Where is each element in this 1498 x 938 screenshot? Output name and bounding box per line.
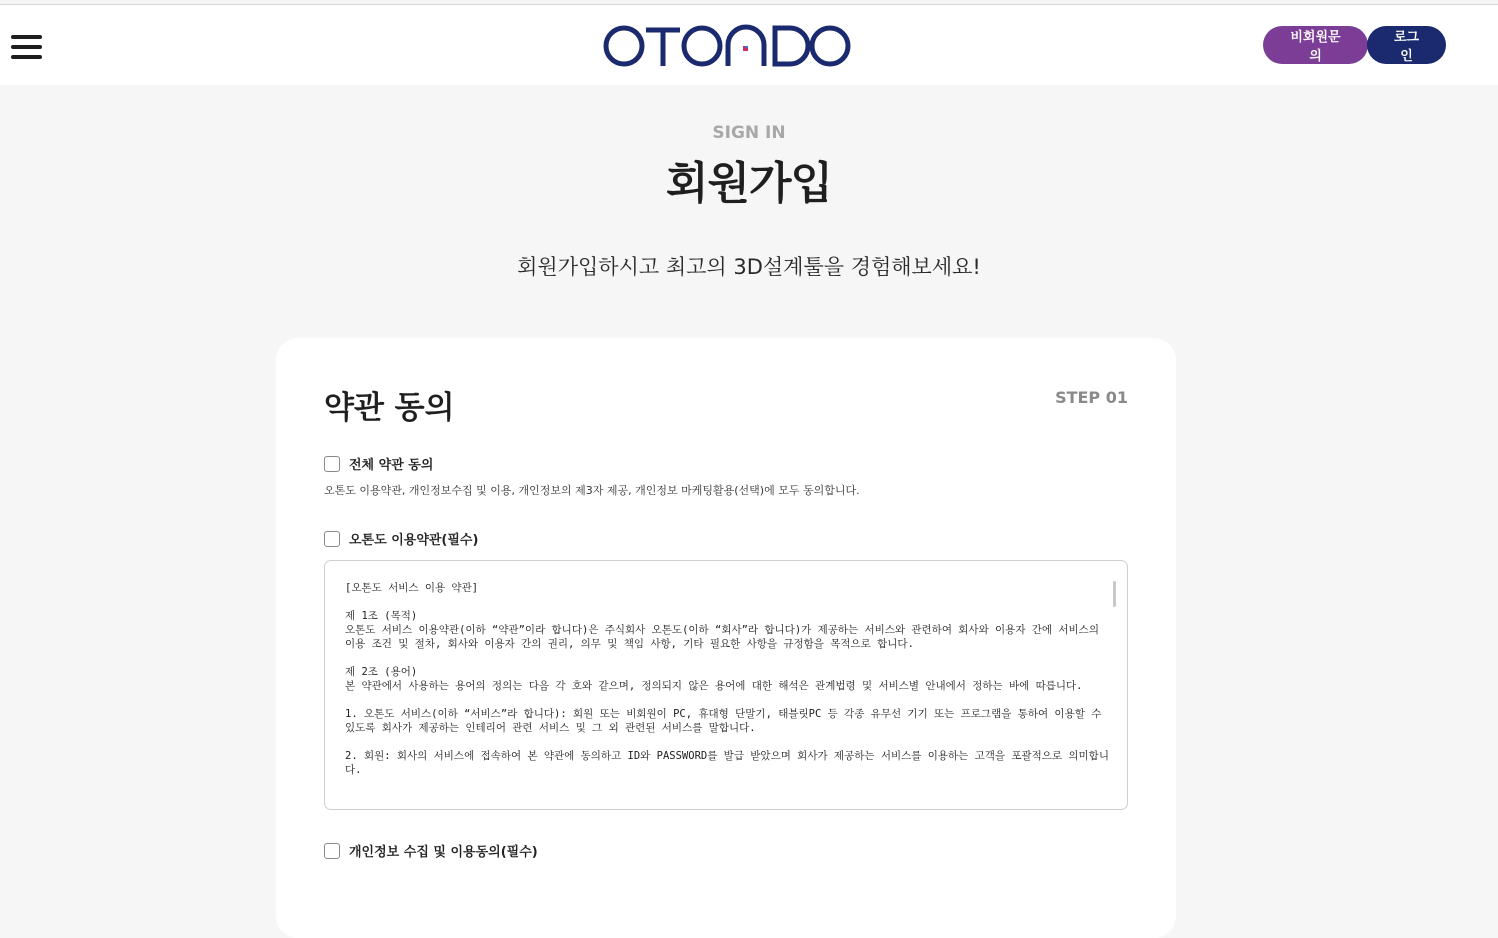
- page-title: 회원가입: [665, 158, 832, 209]
- privacy-label: 개인정보 수집 및 이용동의(필수): [349, 845, 538, 860]
- agree-all-checkbox[interactable]: [324, 456, 340, 472]
- page-subtitle: 회원가입하시고 최고의 3D설계툴을 경험해보세요!: [517, 255, 981, 279]
- agree-all-label: 전체 약관 동의: [349, 458, 434, 473]
- card-title: 약관 동의: [324, 390, 455, 426]
- otondo-logo[interactable]: [602, 23, 852, 69]
- login-button[interactable]: 로그인: [1367, 26, 1446, 64]
- guest-inquiry-button[interactable]: 비회원문의: [1263, 26, 1368, 64]
- terms-text: [오톤도 서비스 이용 약관] 제 1조 (목적) 오톤도 서비스 이용약관(이하 “약관”이라 합니다)은 주식회사 오톤도(이하 “회사”라 합니다)가 제공하는 서비스와 관련하여 회사와 이용자 간에 서비스의 이용 조건 및 절차, 회사와 이용자 간의 권리, 의무 및 책임 사항, 기타 필요한 사항을 규정함을 목적으로 합니다. 제 2조 (용어) 본 약관에서 사용하는 용어의 정의는 다음 각 호와 같으며, 정의되지 않은 용어에 대한 해석은 관계법령 및 서비스별 안내에서 정하는 바에 따릅니다. 1. 오톤도 서비스(이하 “서비스”라 합니다): 회원 또는 비회원이 PC, 휴대형 단말기, 태블릿PC 등 각종 유무선 기기 또는 프로그램을 통하여 이용할 수 있도록 회사가 제공하는 인테리어 관련 서비스 및 그 외 관련된 서비스를 말합니다. 2. 회원: 회사의 서비스에 접속하여 본 약관에 동의하고 ID와 PASSWORD를 발급 받았으며 회사가 제공하는 서비스를 이용하는 고객을 포괄적으로 의미합니다.: [345, 582, 1109, 776]
- privacy-checkbox[interactable]: [324, 843, 340, 859]
- step-indicator: STEP 01: [1055, 388, 1128, 407]
- hamburger-menu-icon[interactable]: [11, 35, 42, 59]
- terms-card: [276, 338, 1176, 938]
- terms-service-checkbox-row[interactable]: [324, 529, 478, 548]
- privacy-checkbox-row[interactable]: [324, 841, 538, 860]
- terms-text-box[interactable]: [324, 560, 1128, 810]
- agree-all-checkbox-row[interactable]: [324, 454, 433, 473]
- terms-service-checkbox[interactable]: [324, 531, 340, 547]
- site-header: [0, 5, 1498, 85]
- hero-eyebrow: SIGN IN: [712, 123, 786, 143]
- terms-service-label: 오톤도 이용약관(필수): [349, 533, 479, 548]
- agree-all-description: 오톤도 이용약관, 개인정보수집 및 이용, 개인정보의 제3자 제공, 개인정보 마케팅활용(선택)에 모두 동의합니다.: [324, 484, 860, 497]
- hero: [0, 123, 1498, 281]
- terms-scrollbar[interactable]: [1113, 581, 1116, 607]
